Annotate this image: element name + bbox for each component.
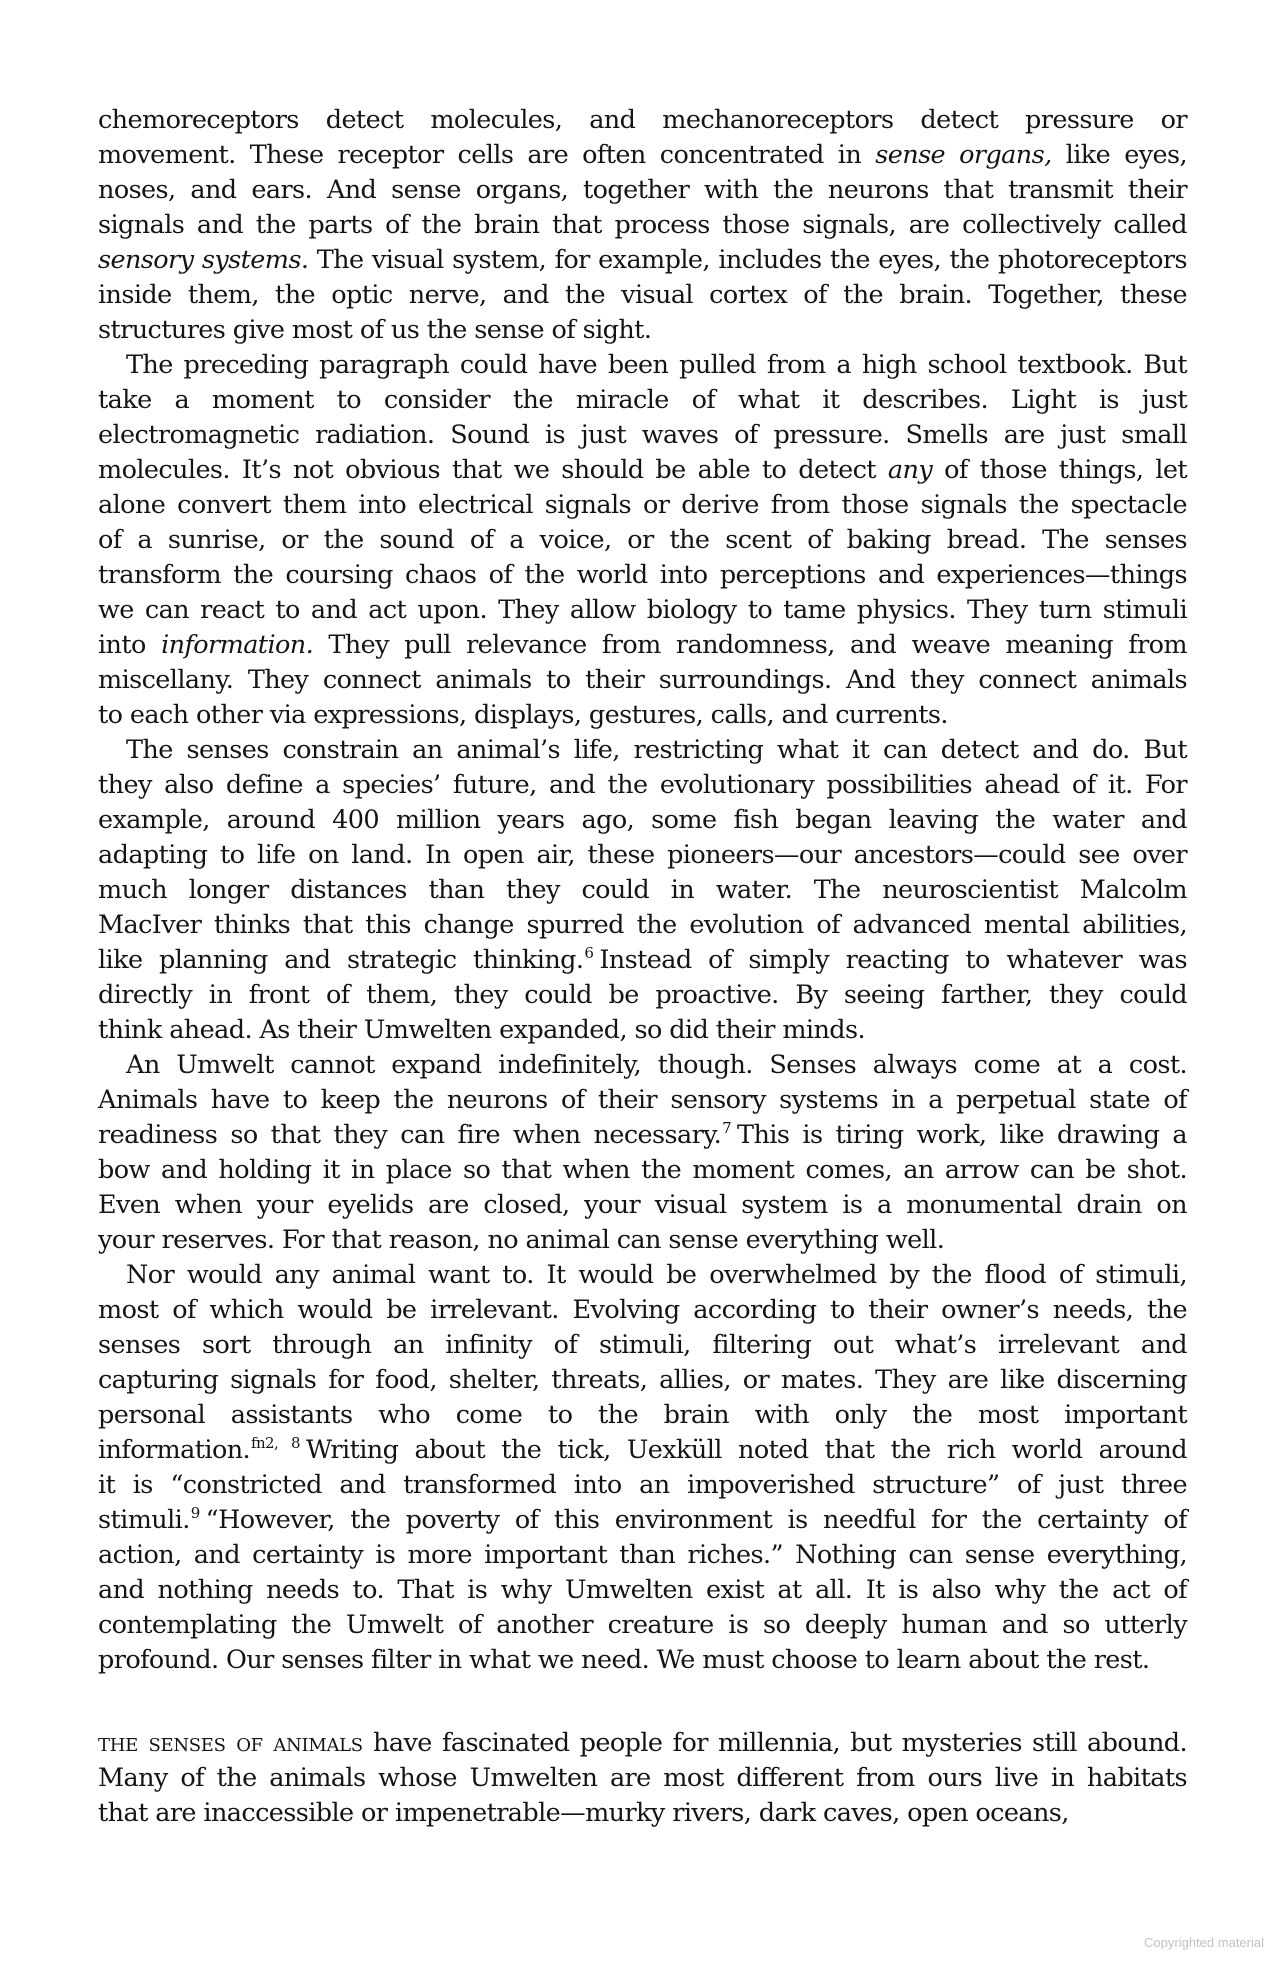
text-segment: personal assistants who come to the brain with only the most important xyxy=(98,1400,1187,1430)
text-line xyxy=(98,558,1187,593)
text-line xyxy=(98,663,1187,698)
text-line xyxy=(98,908,1187,943)
text-line xyxy=(98,1538,1187,1573)
footnote-reference[interactable]: 7 xyxy=(722,1119,732,1137)
text-line xyxy=(98,1433,1187,1468)
text-segment: and nothing needs to. That is why Umwelten exist at all. It is also why the act of xyxy=(98,1575,1187,1605)
text-line xyxy=(98,1608,1187,1643)
text-segment: bow and holding it in place so that when the moment comes, an arrow can be shot. xyxy=(98,1155,1187,1185)
text-line xyxy=(98,1258,1187,1293)
text-line xyxy=(98,1796,1187,1831)
text-line xyxy=(98,1503,1187,1538)
book-page-body xyxy=(98,103,1187,1831)
paragraph-p6 xyxy=(98,1726,1187,1831)
text-line xyxy=(98,523,1187,558)
text-segment: An Umwelt cannot expand indefinitely, though. Senses always come at a cost. xyxy=(126,1050,1187,1080)
text-line xyxy=(98,348,1187,383)
text-line xyxy=(98,1083,1187,1118)
text-segment: This is tiring work, like drawing a xyxy=(737,1120,1187,1150)
paragraph-p2 xyxy=(98,348,1187,733)
text-line xyxy=(98,1153,1187,1188)
text-line xyxy=(98,1293,1187,1328)
text-segment: inside them, the optic nerve, and the visual cortex of the brain. Together, these xyxy=(98,280,1187,310)
text-segment: transform the coursing chaos of the world into perceptions and experiences—things xyxy=(98,560,1187,590)
text-segment: example, around 400 million years ago, some fish began leaving the water and xyxy=(98,805,1187,835)
text-line xyxy=(98,453,1187,488)
text-segment: . The visual system, for example, includes the eyes, the photoreceptors xyxy=(300,245,1187,275)
text-line xyxy=(98,208,1187,243)
text-line xyxy=(98,1761,1187,1796)
text-segment: of those things, let xyxy=(932,455,1187,485)
text-line xyxy=(98,1328,1187,1363)
text-line xyxy=(98,173,1187,208)
text-line xyxy=(98,1118,1187,1153)
text-segment: have fascinated people for millennia, but mysteries still abound. xyxy=(362,1728,1188,1758)
text-line xyxy=(98,138,1187,173)
text-segment: of a sunrise, or the sound of a voice, or the scent of baking bread. The senses xyxy=(98,525,1187,555)
text-segment: take a moment to consider the miracle of what it describes. Light is just xyxy=(98,385,1187,415)
emphasized-text: sensory systems xyxy=(98,245,301,275)
text-segment: adapting to life on land. In open air, these pioneers—our ancestors—could see over xyxy=(98,840,1187,870)
footnote-reference[interactable]: 9 xyxy=(190,1504,200,1522)
text-segment: most of which would be irrelevant. Evolving according to their owner’s needs, the xyxy=(98,1295,1187,1325)
text-segment: Instead of simply reacting to whatever was xyxy=(599,945,1187,975)
text-line xyxy=(98,943,1187,978)
text-segment: it is “constricted and transformed into an impoverished structure” of just three xyxy=(98,1470,1187,1500)
text-line xyxy=(98,278,1187,313)
text-line xyxy=(98,593,1187,628)
emphasized-text: any xyxy=(887,455,933,485)
text-segment: your reserves. For that reason, no animal can sense everything well. xyxy=(98,1225,945,1255)
text-segment: that are inaccessible or impenetrable—murky rivers, dark caves, open oceans, xyxy=(98,1798,1069,1828)
text-segment: readiness so that they can fire when necessary. xyxy=(98,1120,722,1150)
text-line xyxy=(98,488,1187,523)
text-segment: electromagnetic radiation. Sound is just waves of pressure. Smells are just small xyxy=(98,420,1187,450)
text-segment: The preceding paragraph could have been pulled from a high school textbook. But xyxy=(126,350,1187,380)
text-line xyxy=(98,628,1187,663)
text-line xyxy=(98,1013,1187,1048)
text-segment: like eyes, xyxy=(1051,140,1187,170)
text-segment: signals and the parts of the brain that process those signals, are collectively called xyxy=(98,210,1187,240)
text-segment: like planning and strategic thinking. xyxy=(98,945,584,975)
text-segment: to each other via expressions, displays, gestures, calls, and currents. xyxy=(98,700,948,730)
paragraph-p1 xyxy=(98,103,1187,348)
text-line xyxy=(98,803,1187,838)
paragraph-p3 xyxy=(98,733,1187,1048)
text-segment: capturing signals for food, shelter, threats, allies, or mates. They are like discerning xyxy=(98,1365,1187,1395)
text-line xyxy=(98,838,1187,873)
footnote-reference[interactable]: fn2, 8 xyxy=(251,1434,300,1452)
text-segment: structures give most of us the sense of sight. xyxy=(98,315,652,345)
text-line xyxy=(98,1398,1187,1433)
text-line xyxy=(98,383,1187,418)
text-segment: much longer distances than they could in water. The neuroscientist Malcolm xyxy=(98,875,1187,905)
text-line xyxy=(98,873,1187,908)
paragraph-p4 xyxy=(98,1048,1187,1258)
text-line xyxy=(98,243,1187,278)
text-segment: Writing about the tick, Uexküll noted that the rich world around xyxy=(305,1435,1187,1465)
text-segment: think ahead. As their Umwelten expanded, so did their minds. xyxy=(98,1015,866,1045)
text-segment: profound. Our senses filter in what we need. We must choose to learn about the rest. xyxy=(98,1645,1150,1675)
text-segment: we can react to and act upon. They allow biology to tame physics. They turn stimuli xyxy=(98,595,1187,625)
text-segment: alone convert them into electrical signals or derive from those signals the spectacle xyxy=(98,490,1187,520)
text-segment: into xyxy=(98,630,162,660)
text-segment: chemoreceptors detect molecules, and mechanoreceptors detect pressure or xyxy=(98,105,1187,135)
text-segment: Even when your eyelids are closed, your visual system is a monumental drain on xyxy=(98,1190,1187,1220)
text-segment: molecules. It’s not obvious that we should be able to detect xyxy=(98,455,888,485)
text-line xyxy=(98,1573,1187,1608)
text-line xyxy=(98,698,1187,733)
text-segment: The senses constrain an animal’s life, restricting what it can detect and do. But xyxy=(126,735,1187,765)
emphasized-text: information. xyxy=(161,630,314,660)
text-segment: Many of the animals whose Umwelten are most different from ours live in habitats xyxy=(98,1763,1187,1793)
text-line xyxy=(98,1726,1187,1761)
section-lead-in: the senses of animals xyxy=(98,1728,363,1758)
text-segment: information. xyxy=(98,1435,251,1465)
section-break xyxy=(98,1678,1187,1726)
text-line xyxy=(98,733,1187,768)
text-line xyxy=(98,1363,1187,1398)
text-line xyxy=(98,978,1187,1013)
text-line xyxy=(98,1048,1187,1083)
text-segment: Animals have to keep the neurons of their sensory systems in a perpetual state of xyxy=(98,1085,1187,1115)
text-segment: miscellany. They connect animals to their surroundings. And they connect animals xyxy=(98,665,1187,695)
text-line xyxy=(98,768,1187,803)
text-segment: movement. These receptor cells are often concentrated in xyxy=(98,140,876,170)
text-line xyxy=(98,1468,1187,1503)
text-segment: noses, and ears. And sense organs, together with the neurons that transmit their xyxy=(98,175,1187,205)
emphasized-text: sense organs, xyxy=(875,140,1052,170)
text-line xyxy=(98,313,1187,348)
text-line xyxy=(98,418,1187,453)
text-segment: they also define a species’ future, and the evolutionary possibilities ahead of it. For xyxy=(98,770,1187,800)
text-line xyxy=(98,1188,1187,1223)
text-segment: “However, the poverty of this environment is needful for the certainty of xyxy=(205,1505,1187,1535)
text-line xyxy=(98,1643,1187,1678)
paragraph-p5 xyxy=(98,1258,1187,1678)
text-segment: stimuli. xyxy=(98,1505,190,1535)
text-segment: action, and certainty is more important than riches.” Nothing can sense everything, xyxy=(98,1540,1187,1570)
text-line xyxy=(98,103,1187,138)
text-segment: directly in front of them, they could be proactive. By seeing farther, they could xyxy=(98,980,1187,1010)
text-segment: They pull relevance from randomness, and weave meaning from xyxy=(313,630,1187,660)
text-line xyxy=(98,1223,1187,1258)
footnote-reference[interactable]: 6 xyxy=(584,944,594,962)
copyright-watermark: Copyrighted material xyxy=(1144,1935,1264,1950)
text-segment: contemplating the Umwelt of another creature is so deeply human and so utterly xyxy=(98,1610,1187,1640)
text-segment: Nor would any animal want to. It would be overwhelmed by the flood of stimuli, xyxy=(126,1260,1187,1290)
text-segment: senses sort through an infinity of stimuli, filtering out what’s irrelevant and xyxy=(98,1330,1187,1360)
text-segment: MacIver thinks that this change spurred the evolution of advanced mental abilities, xyxy=(98,910,1187,940)
